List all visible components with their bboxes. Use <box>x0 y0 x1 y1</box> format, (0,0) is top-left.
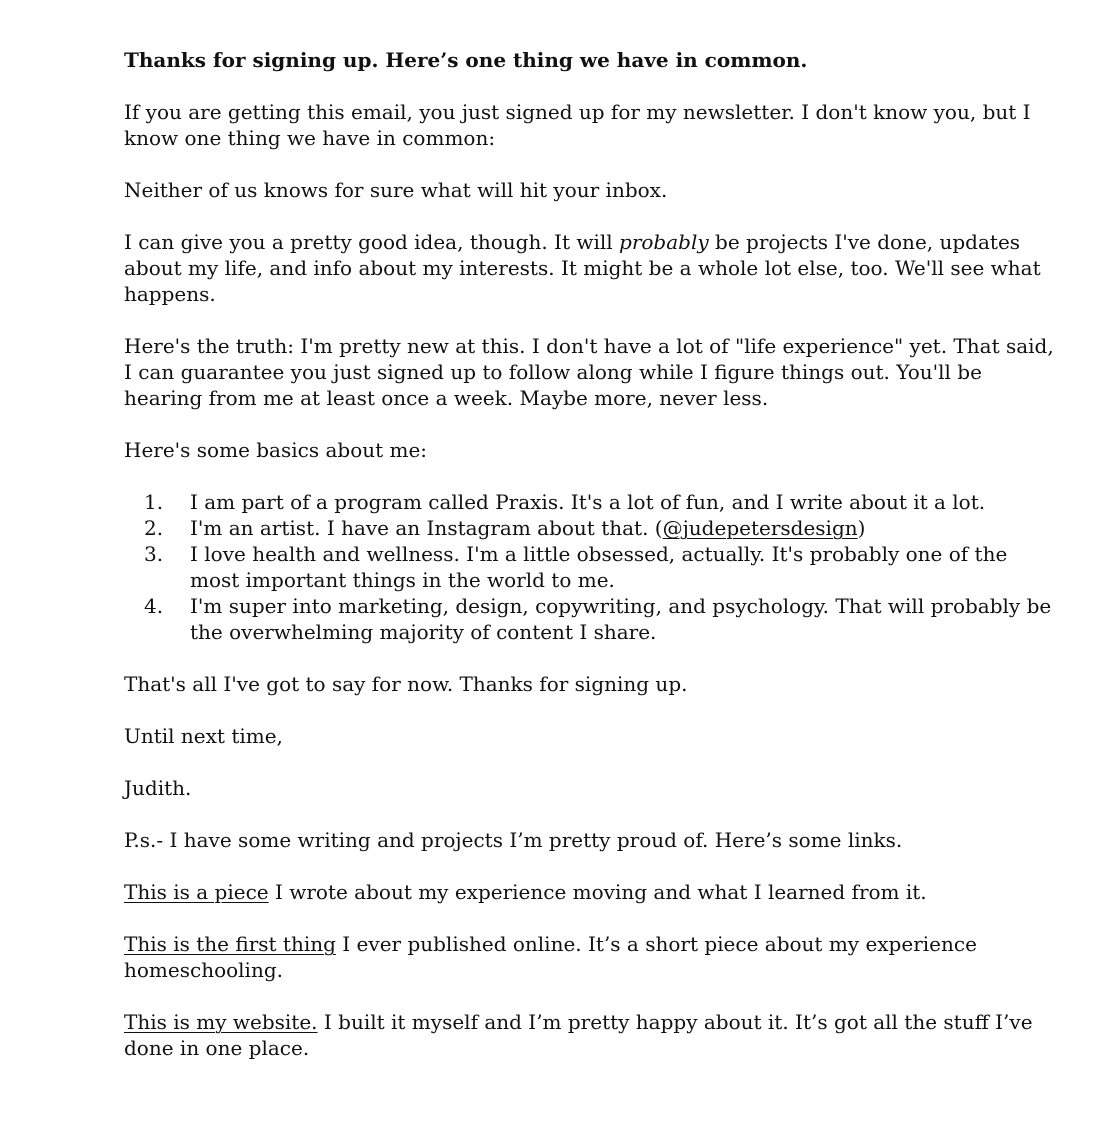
idea-text-after: be projects I've done, updates about my life, and info about my interests. It might be a whole lot else, too. We'll see what happens. <box>124 230 1041 306</box>
truth-paragraph: Here's the truth: I'm pretty new at this. I don't have a lot of "life experience" yet. That said, I can guarantee you just signed up to follow along while I figure things out. You'll be hearing from me at least once a week. Maybe more, never less. <box>124 334 1054 410</box>
link-paragraph-first-thing <box>124 931 1054 983</box>
idea-emphasis: probably <box>619 230 709 254</box>
list-item-number: 3. <box>144 542 164 566</box>
list-item <box>124 489 1054 515</box>
first-thing-link[interactable]: This is the first thing <box>124 932 336 956</box>
instagram-text-after: ) <box>857 516 866 540</box>
list-item-number: 2. <box>144 516 164 540</box>
list-item-text: I am part of a program called Praxis. It's a lot of fun, and I write about it a lot. <box>190 490 986 514</box>
list-item <box>124 515 1054 541</box>
list-item-text: I'm super into marketing, design, copywriting, and psychology. That will probably be the overwhelming majority of content I share. <box>190 594 1052 644</box>
link-paragraph-website <box>124 1009 1054 1061</box>
list-item-text <box>190 515 1054 541</box>
closing-paragraph: That's all I've got to say for now. Thanks for signing up. <box>124 672 688 696</box>
email-title: Thanks for signing up. Here’s one thing we have in common. <box>124 48 808 72</box>
piece-link[interactable]: This is a piece <box>124 880 269 904</box>
piece-link-description: I wrote about my experience moving and what I learned from it. <box>268 880 927 904</box>
list-item <box>124 593 1054 645</box>
idea-text-before: I can give you a pretty good idea, though. It will <box>124 230 620 254</box>
list-item <box>124 541 1054 593</box>
list-item-text: I love health and wellness. I'm a little obsessed, actually. It's probably one of the most important things in the world to me. <box>190 542 1008 592</box>
intro-paragraph: If you are getting this email, you just signed up for my newsletter. I don't know you, but I know one thing we have in common: <box>124 100 1031 150</box>
instagram-text-before: I'm an artist. I have an Instagram about that. ( <box>190 516 663 540</box>
signature: Judith. <box>124 776 192 800</box>
list-item-number: 4. <box>144 594 164 618</box>
basics-intro: Here's some basics about me: <box>124 438 428 462</box>
instagram-link[interactable]: @judepetersdesign <box>662 516 858 540</box>
basics-list <box>124 489 1054 645</box>
website-link-description: I built it myself and I’m pretty happy about it. It’s got all the stuff I’ve done in one place. <box>124 1010 1033 1060</box>
website-link[interactable]: This is my website. <box>124 1010 318 1034</box>
list-item-number: 1. <box>144 490 164 514</box>
ps-paragraph: P.s.- I have some writing and projects I’m pretty proud of. Here’s some links. <box>124 828 903 852</box>
first-thing-link-description: I ever published online. It’s a short piece about my experience homeschooling. <box>124 932 977 982</box>
signoff: Until next time, <box>124 724 283 748</box>
idea-paragraph <box>124 229 1054 307</box>
link-paragraph-piece <box>124 879 1054 905</box>
uncertainty-paragraph: Neither of us knows for sure what will hit your inbox. <box>124 178 668 202</box>
